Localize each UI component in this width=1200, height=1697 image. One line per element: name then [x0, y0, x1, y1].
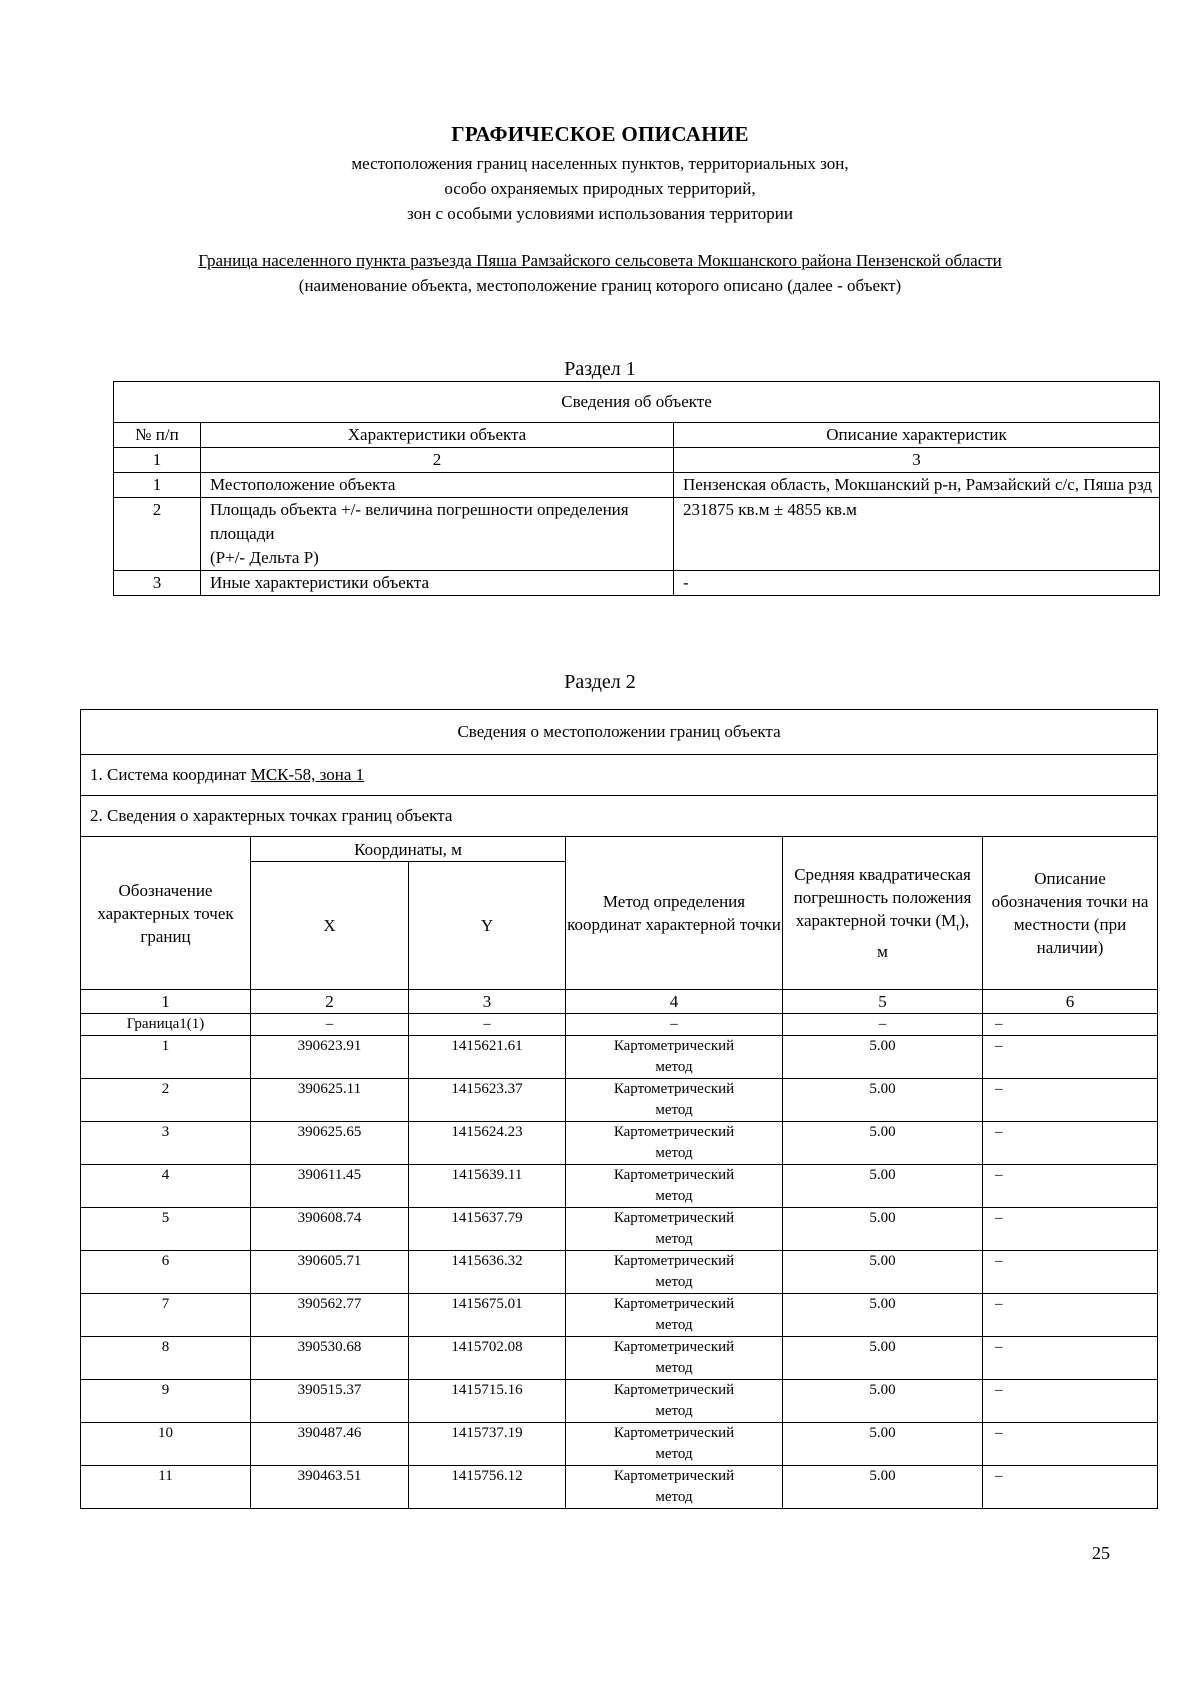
object-info-table [113, 381, 1160, 596]
point-number: 5 [81, 1208, 251, 1251]
point-number: 9 [81, 1380, 251, 1423]
point-y: 1415737.19 [409, 1423, 566, 1466]
coordinate-system-value: МСК-58, зона 1 [250, 765, 365, 784]
point-number: 6 [81, 1251, 251, 1294]
object-name-note: (наименование объекта, местоположение границ которого описано (далее - объект) [298, 276, 902, 295]
point-x: 390530.68 [251, 1337, 409, 1380]
point-method [566, 1337, 783, 1380]
point-number: 8 [81, 1337, 251, 1380]
point-error: 5.00 [783, 1122, 983, 1165]
column-header-error-text: Средняя квадратическая погрешность положения характерной точки (M [793, 865, 972, 931]
point-x: 390562.77 [251, 1294, 409, 1337]
table-row [114, 571, 1160, 596]
point-x: 390515.37 [251, 1380, 409, 1423]
column-number: 1 [81, 990, 251, 1014]
characteristic-value: - [674, 571, 1160, 596]
point-method-line2: метод [655, 1274, 693, 1290]
point-method-line2: метод [655, 1446, 693, 1462]
table-row [81, 1165, 1158, 1208]
column-number: 5 [783, 990, 983, 1014]
point-method-line1: Картометрический [613, 1339, 735, 1355]
point-x: 390625.65 [251, 1122, 409, 1165]
point-method-line2: метод [655, 1231, 693, 1247]
section-1-heading: Раздел 1 [564, 358, 636, 380]
coordinate-system-label: 1. Система координат [90, 765, 251, 784]
table-title: Сведения о местоположении границ объекта [81, 710, 1158, 755]
point-description: – [983, 1251, 1158, 1294]
point-error: 5.00 [783, 1380, 983, 1423]
point-description: – [983, 1294, 1158, 1337]
table-row [81, 1251, 1158, 1294]
table-row [81, 1466, 1158, 1509]
point-method [566, 1294, 783, 1337]
point-x: 390605.71 [251, 1251, 409, 1294]
row-number: 2 [114, 498, 201, 571]
point-method [566, 1466, 783, 1509]
table-row [81, 1079, 1158, 1122]
column-number: 4 [566, 990, 783, 1014]
subtitle-line-3: зон с особыми условиями использования территории [407, 204, 793, 223]
point-x: 390611.45 [251, 1165, 409, 1208]
point-method-line2: метод [655, 1360, 693, 1376]
object-name: Граница населенного пункта разъезда Пяша Рамзайского сельсовета Мокшанского района Пензенской области [198, 251, 1002, 270]
column-header: Характеристики объекта [201, 423, 674, 448]
table-row [81, 1122, 1158, 1165]
point-method-line1: Картометрический [613, 1296, 735, 1312]
point-error: 5.00 [783, 1423, 983, 1466]
point-error: 5.00 [783, 1251, 983, 1294]
point-error: 5.00 [783, 1337, 983, 1380]
point-description: – [983, 1466, 1158, 1509]
table-row [81, 1337, 1158, 1380]
point-number: 7 [81, 1294, 251, 1337]
point-y: 1415623.37 [409, 1079, 566, 1122]
table-title: Сведения об объекте [114, 382, 1160, 423]
point-number: 2 [81, 1079, 251, 1122]
characteristic-name: Местоположение объекта [201, 473, 674, 498]
point-method-line2: метод [655, 1403, 693, 1419]
point-y: 1415756.12 [409, 1466, 566, 1509]
point-x: 390487.46 [251, 1423, 409, 1466]
point-method-line1: Картометрический [613, 1124, 735, 1140]
group-dash: – [983, 1014, 1158, 1036]
column-header-error [783, 837, 983, 990]
point-error: 5.00 [783, 1165, 983, 1208]
point-error: 5.00 [783, 1466, 983, 1509]
column-header-x: X [251, 862, 409, 990]
point-description: – [983, 1208, 1158, 1251]
point-method [566, 1251, 783, 1294]
group-dash: – [251, 1014, 409, 1036]
subtitle-line-1: местоположения границ населенных пунктов, территориальных зон, [351, 154, 849, 173]
section-2-heading: Раздел 2 [564, 671, 636, 693]
column-header-error-subscript: t [956, 921, 960, 934]
column-header-error-unit: ), м [877, 911, 970, 961]
table-row [81, 1208, 1158, 1251]
table-title-row [81, 710, 1158, 755]
point-method-line2: метод [655, 1059, 693, 1075]
point-number: 11 [81, 1466, 251, 1509]
table-header-row [114, 423, 1160, 448]
points-body [81, 1036, 1158, 1509]
point-y: 1415675.01 [409, 1294, 566, 1337]
column-header-method: Метод определения координат характерной точки [566, 837, 783, 990]
point-method [566, 1165, 783, 1208]
point-description: – [983, 1423, 1158, 1466]
table-row [81, 1036, 1158, 1079]
characteristic-name: Иные характеристики объекта [201, 571, 674, 596]
points-title: 2. Сведения о характерных точках границ объекта [81, 796, 1158, 837]
point-error: 5.00 [783, 1079, 983, 1122]
column-header-y: Y [409, 862, 566, 990]
point-method-line1: Картометрический [613, 1038, 735, 1054]
table-row [114, 498, 1160, 571]
point-method-line1: Картометрический [613, 1081, 735, 1097]
point-method [566, 1208, 783, 1251]
point-method-line1: Картометрический [613, 1382, 735, 1398]
coordinate-system [81, 755, 1158, 796]
point-error: 5.00 [783, 1208, 983, 1251]
group-dash: – [409, 1014, 566, 1036]
point-x: 390623.91 [251, 1036, 409, 1079]
column-header-description: Описание обозначения точки на местности (при наличии) [983, 837, 1158, 990]
column-number: 1 [114, 448, 201, 473]
point-method [566, 1079, 783, 1122]
table-row [114, 473, 1160, 498]
table-row [81, 1423, 1158, 1466]
point-method [566, 1122, 783, 1165]
point-y: 1415702.08 [409, 1337, 566, 1380]
point-x: 390608.74 [251, 1208, 409, 1251]
characteristic-value: 231875 кв.м ± 4855 кв.м [674, 498, 1160, 571]
boundary-group-name: Граница1(1) [81, 1014, 251, 1036]
point-method-line2: метод [655, 1145, 693, 1161]
boundary-group-row [81, 1014, 1158, 1036]
point-error: 5.00 [783, 1294, 983, 1337]
point-method-line1: Картометрический [613, 1253, 735, 1269]
point-y: 1415621.61 [409, 1036, 566, 1079]
column-number: 2 [251, 990, 409, 1014]
point-y: 1415636.32 [409, 1251, 566, 1294]
group-dash: – [566, 1014, 783, 1036]
column-header: Описание характеристик [674, 423, 1160, 448]
point-method-line2: метод [655, 1188, 693, 1204]
point-method-line1: Картометрический [613, 1167, 735, 1183]
point-number: 1 [81, 1036, 251, 1079]
point-method [566, 1380, 783, 1423]
column-header-designation: Обозначение характерных точек границ [81, 837, 251, 990]
table-header-row [81, 837, 1158, 862]
characteristic-name-text: Площадь объекта +/- величина погрешности определения площади [210, 500, 629, 543]
point-error: 5.00 [783, 1036, 983, 1079]
point-description: – [983, 1036, 1158, 1079]
point-method-line2: метод [655, 1102, 693, 1118]
table-row [81, 1294, 1158, 1337]
point-description: – [983, 1122, 1158, 1165]
row-number: 3 [114, 571, 201, 596]
points-title-row [81, 796, 1158, 837]
table-title-row [114, 382, 1160, 423]
point-description: – [983, 1079, 1158, 1122]
row-number: 1 [114, 473, 201, 498]
document-title: ГРАФИЧЕСКОЕ ОПИСАНИЕ [451, 122, 749, 146]
point-number: 3 [81, 1122, 251, 1165]
group-dash: – [783, 1014, 983, 1036]
column-header: № п/п [114, 423, 201, 448]
point-method-line1: Картометрический [613, 1425, 735, 1441]
point-method-line2: метод [655, 1317, 693, 1333]
point-x: 390625.11 [251, 1079, 409, 1122]
column-number-row [114, 448, 1160, 473]
column-number: 6 [983, 990, 1158, 1014]
characteristic-name [201, 498, 674, 571]
point-description: – [983, 1165, 1158, 1208]
table-row [81, 1380, 1158, 1423]
column-number-row [81, 990, 1158, 1014]
coordinate-system-row [81, 755, 1158, 796]
point-number: 10 [81, 1423, 251, 1466]
point-method [566, 1036, 783, 1079]
point-y: 1415715.16 [409, 1380, 566, 1423]
column-header-coordinates: Координаты, м [251, 837, 566, 862]
characteristic-name-formula: (Р+/- Дельта Р) [210, 548, 319, 567]
point-x: 390463.51 [251, 1466, 409, 1509]
column-number: 3 [409, 990, 566, 1014]
boundary-points-table [80, 709, 1158, 1509]
point-y: 1415624.23 [409, 1122, 566, 1165]
subtitle-line-2: особо охраняемых природных территорий, [444, 179, 756, 198]
characteristic-value: Пензенская область, Мокшанский р-н, Рамзайский с/с, Пяша рзд [674, 473, 1160, 498]
point-y: 1415637.79 [409, 1208, 566, 1251]
point-number: 4 [81, 1165, 251, 1208]
point-method-line1: Картометрический [613, 1468, 735, 1484]
point-method-line1: Картометрический [613, 1210, 735, 1226]
point-method [566, 1423, 783, 1466]
column-number: 2 [201, 448, 674, 473]
point-method-line2: метод [655, 1489, 693, 1505]
point-description: – [983, 1380, 1158, 1423]
point-description: – [983, 1337, 1158, 1380]
column-number: 3 [674, 448, 1160, 473]
point-y: 1415639.11 [409, 1165, 566, 1208]
page-number: 25 [1092, 1543, 1110, 1563]
